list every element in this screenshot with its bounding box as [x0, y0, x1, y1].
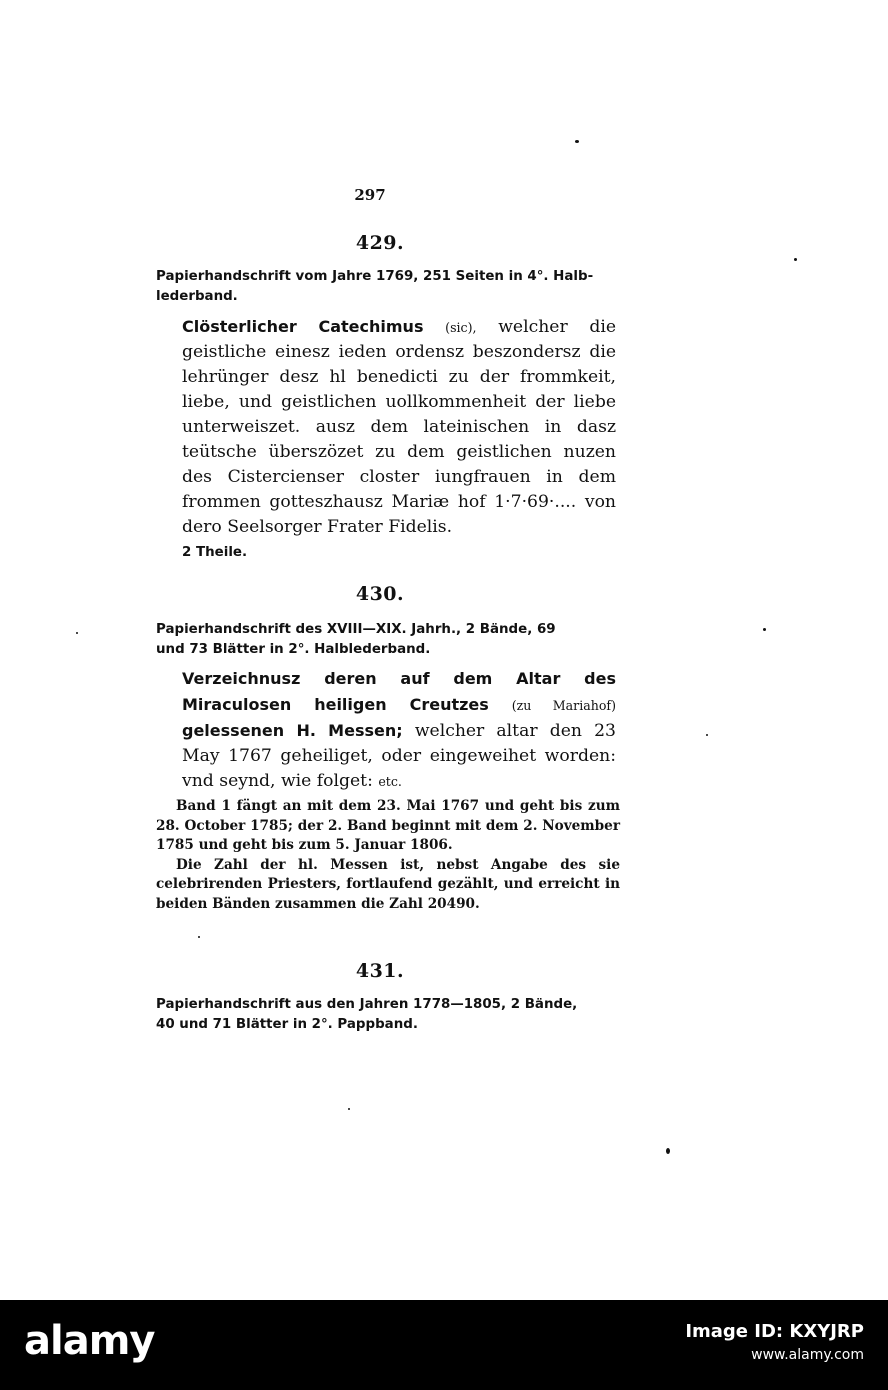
footer-url: www.alamy.com: [751, 1347, 864, 1363]
description-line: und 73 Blätter in 2°. Halblederband.: [156, 642, 431, 657]
description-line: Papierhandschrift des XVIII—XIX. Jahrh., 2 Bände, 69: [156, 622, 556, 637]
scan-speck: [794, 258, 797, 261]
title-text: welcher altar den 23 May 1767 geheiliget, oder eingeweihet worden: vnd seynd, wie folget:: [182, 721, 616, 791]
title-text: welcher die geistliche einesz ieden ordensz beszondersz die lehrünger desz hl benedicti zu der frommkeit, liebe, und geistlichen uollkommenheit der liebe unterweiszet. ausz dem lateinischen in dasz teütsche überszözet zu dem geistlichen nuzen des Cistercienser closter iungfrauen in dem frommen gotteszhausz Mariæ hof 1·7·69·.... von dero Seelsorger Frater Fidelis.: [182, 317, 616, 537]
note-paragraph: Die Zahl der hl. Messen ist, nebst Angabe des sie celebrirenden Priesters, fortlaufend gezählt, und erreicht in beiden Bänden zusammen die Zahl 20490.: [156, 856, 620, 912]
scan-speck: [706, 734, 708, 736]
entry-number-429: 429.: [355, 232, 405, 254]
scan-speck: [76, 632, 78, 634]
scan-speck: [666, 1148, 670, 1154]
image-id: Image ID: KXYJRP: [685, 1321, 864, 1342]
alamy-logo: alamy: [24, 1318, 155, 1364]
title-end: etc.: [378, 774, 402, 789]
scan-speck: [198, 936, 200, 938]
entry-431-description: [156, 995, 620, 1035]
entry-number-430: 430.: [355, 583, 405, 605]
entry-430-notes: [156, 797, 620, 914]
entry-430-description: [156, 620, 620, 660]
entry-430-title: [182, 666, 616, 794]
title-bold: Verzeichnusz deren auf dem Altar des Miraculosen heiligen Creutzes: [182, 669, 616, 714]
title-annotation: (sic),: [445, 320, 477, 335]
footer-info: [685, 1320, 864, 1366]
entry-429-description: [156, 267, 620, 307]
watermark-footer: [0, 1300, 888, 1390]
title-annotation: (zu Mariahof): [511, 698, 616, 713]
scan-speck: [575, 140, 579, 143]
description-line: lederband.: [156, 289, 238, 304]
scan-speck: [763, 628, 766, 631]
entry-429-title: [182, 314, 616, 565]
scan-speck: [348, 1108, 350, 1110]
description-line: Papierhandschrift aus den Jahren 1778—1805, 2 Bände,: [156, 997, 578, 1012]
entry-number-431: 431.: [355, 960, 405, 982]
title-end: 2 Theile.: [182, 545, 248, 560]
note-paragraph: Band 1 fängt an mit dem 23. Mai 1767 und geht bis zum 28. October 1785; der 2. Band beginnt mit dem 2. November 1785 und geht bis zum 5. Januar 1806.: [156, 798, 620, 853]
title-bold: Clösterlicher Catechimus: [182, 317, 424, 336]
description-line: Papierhandschrift vom Jahre 1769, 251 Seiten in 4°. Halb-: [156, 269, 594, 284]
title-bold-2: gelessenen H. Messen;: [182, 721, 403, 740]
description-line: 40 und 71 Blätter in 2°. Pappband.: [156, 1017, 418, 1032]
page-number: 297: [354, 186, 386, 204]
